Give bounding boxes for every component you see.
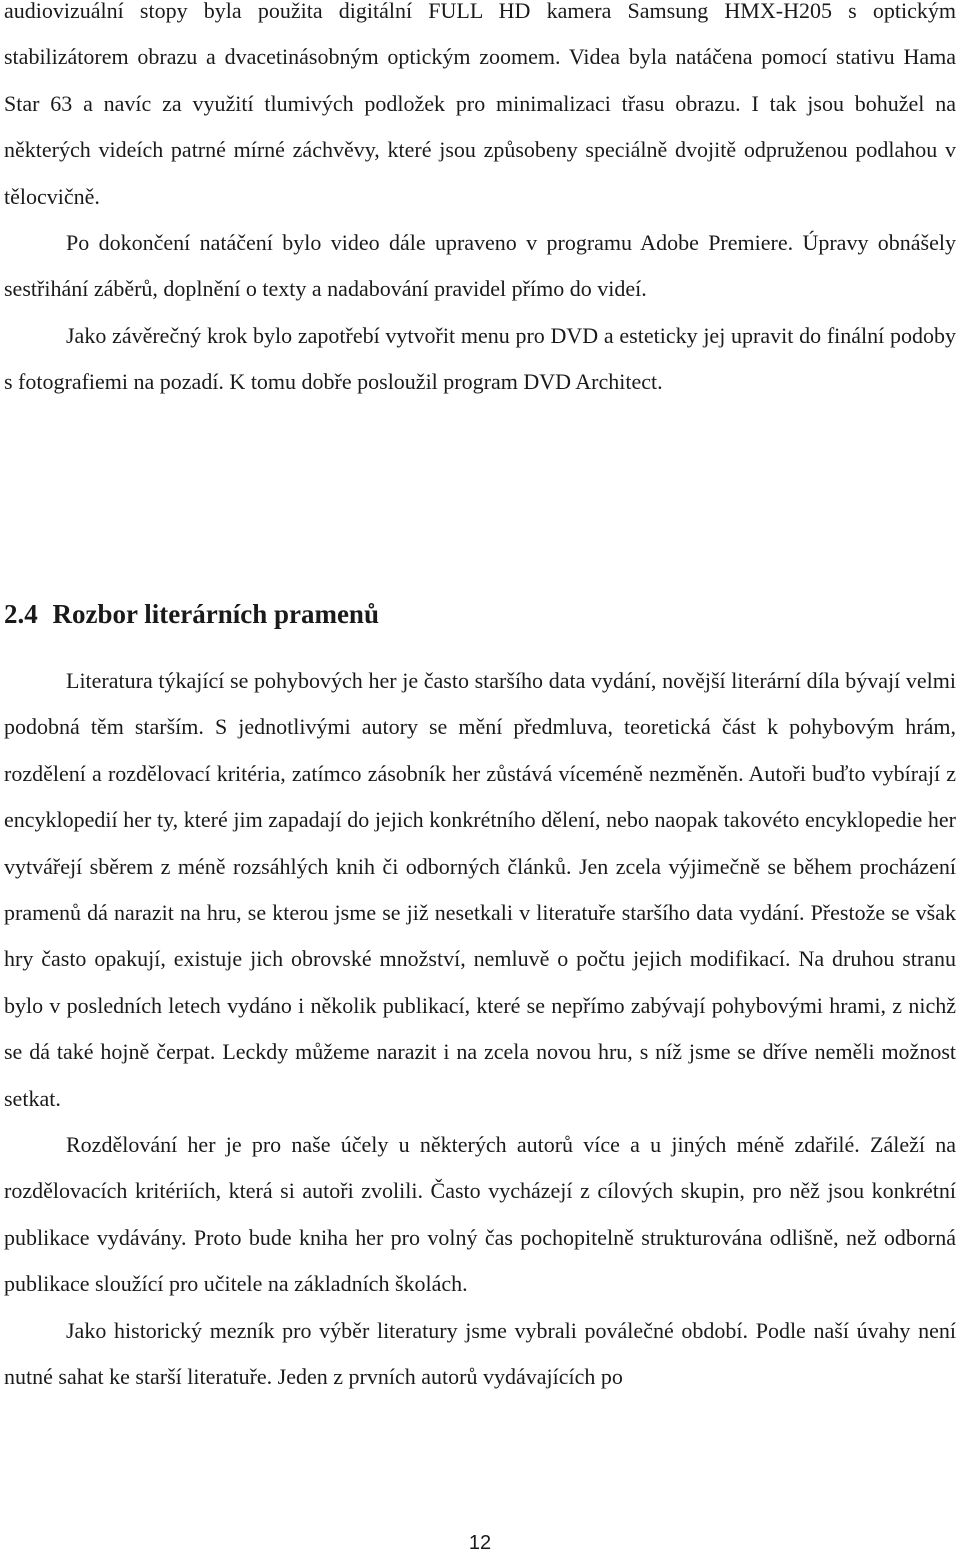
section-heading <box>4 594 956 634</box>
paragraph: audiovizuální stopy byla použita digitální FULL HD kamera Samsung HMX-H205 s optickým stabilizátorem obrazu a dvacetinásobným optickým zoomem. Videa byla natáčena pomocí stativu Hama Star 63 a navíc za využití tlumivých podložek pro minimalizaci třasu obrazu. I tak jsou bohužel na některých videích patrné mírné záchvěvy, které jsou způsobeny speciálně dvojitě odpruženou podlahou v tělocvičně. <box>4 0 956 209</box>
document-page <box>4 0 956 1554</box>
paragraph: Po dokončení natáčení bylo video dále upraveno v programu Adobe Premiere. Úpravy obnášely sestřihání záběrů, doplnění o texty a nadabování pravidel přímo do videí. <box>4 230 956 302</box>
paragraph: Literatura týkající se pohybových her je často staršího data vydání, novější literární díla bývají velmi podobná těm starším. S jednotlivými autory se mění předmluva, teoretická část k pohybovým hrám, rozdělení a rozdělovací kritéria, zatímco zásobník her zůstává víceméně nezměněn. Autoři buďto vybírají z encyklopedií her ty, které jim zapadají do jejich konkrétního dělení, nebo naopak takovéto encyklopedie her vytvářejí sběrem z méně rozsáhlých knih či odborných článků. Jen zcela výjimečně se během procházení pramenů dá narazit na hru, se kterou jsme se již nesetkali v literatuře staršího data vydání. Přestože se však hry často opakují, existuje jich obrovské množství, nemluvě o počtu jejich modifikací. Na druhou stranu bylo v posledních letech vydáno i několik publikací, které se nepřímo zabývají pohybovými hrami, z nichž se dá také hojně čerpat. Leckdy můžeme narazit i na zcela novou hru, s níž jsme se dříve neměli možnost setkat. <box>4 668 956 1111</box>
section-title: Rozbor literárních pramenů <box>52 599 379 629</box>
section-body <box>4 658 956 1401</box>
section-continuation <box>4 0 956 406</box>
page-number: 12 <box>468 1532 492 1554</box>
section-number: 2.4 <box>4 599 38 629</box>
paragraph: Jako závěrečný krok bylo zapotřebí vytvořit menu pro DVD a esteticky jej upravit do finální podoby s fotografiemi na pozadí. K tomu dobře posloužil program DVD Architect. <box>4 322 956 395</box>
paragraph: Jako historický mezník pro výběr literatury jsme vybrali poválečné období. Podle naší úvahy není nutné sahat ke starší literatuře. Jeden z prvních autorů vydávajících po <box>4 1317 956 1390</box>
paragraph: Rozdělování her je pro naše účely u některých autorů více a u jiných méně zdařilé. Záleží na rozdělovacích kritériích, která si autoři zvolili. Často vycházejí z cílových skupin, pro něž jsou konkrétní publikace vydávány. Proto bude kniha her pro volný čas pochopitelně strukturována odlišně, než odborná publikace sloužící pro učitele na základních školách. <box>4 1132 956 1297</box>
